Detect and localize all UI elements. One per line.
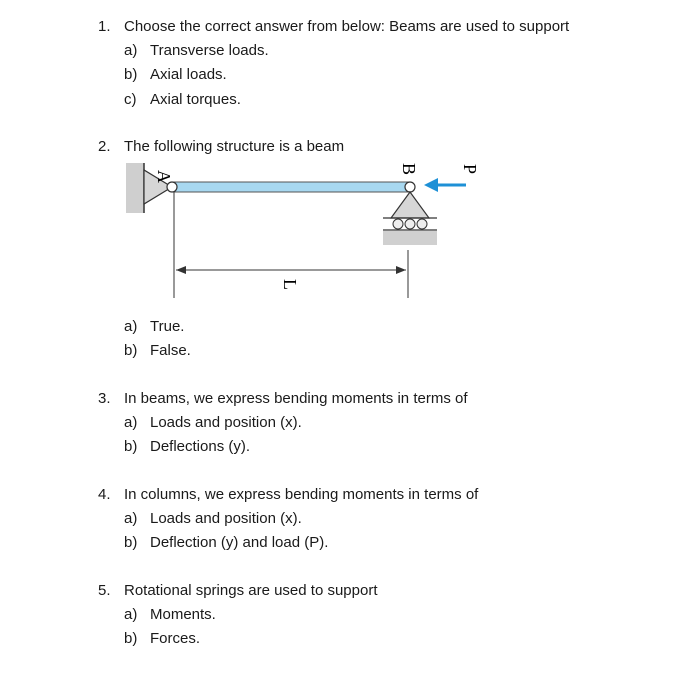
option-text: Deflection (y) and load (P). [150, 534, 329, 551]
option-text: Forces. [150, 630, 201, 647]
question-text: The following structure is a beam [124, 138, 345, 155]
option [124, 438, 250, 456]
question-text: In beams, we express bending moments in terms of [124, 390, 468, 407]
question-text: Rotational springs are used to support [124, 582, 378, 599]
option-text: Axial loads. [150, 66, 227, 83]
wall-support [126, 163, 144, 213]
option [124, 318, 184, 336]
option-label: a) [124, 318, 138, 335]
option-text: Loads and position (x). [150, 510, 302, 527]
option-label: b) [124, 630, 138, 647]
option-label: a) [124, 510, 138, 527]
beam [172, 182, 410, 192]
option-label: b) [124, 438, 138, 455]
question-text: In columns, we express bending moments in terms of [124, 486, 479, 503]
question-text: Choose the correct answer from below: Beams are used to support [124, 18, 570, 35]
option-text: Transverse loads. [150, 42, 269, 59]
option [124, 414, 302, 432]
option [124, 342, 191, 360]
question-number: 5. [98, 582, 111, 599]
label-a: A [154, 170, 174, 183]
option-text: Loads and position (x). [150, 414, 302, 431]
option-label: c) [124, 91, 137, 108]
option-text: True. [150, 318, 185, 335]
pin-b [405, 182, 415, 192]
option [124, 606, 216, 624]
question-number: 1. [98, 18, 111, 35]
option-label: a) [124, 42, 138, 59]
option-label: a) [124, 606, 138, 623]
option-label: a) [124, 414, 138, 431]
dimension-arrow-left [176, 266, 186, 274]
question-number: 3. [98, 390, 111, 407]
label-p: P [460, 164, 480, 175]
option-label: b) [124, 342, 138, 359]
pin-a [167, 182, 177, 192]
label-b: B [399, 163, 419, 176]
option [124, 510, 302, 528]
option-text: Moments. [150, 606, 216, 623]
ground [383, 231, 437, 245]
roller [405, 219, 415, 229]
load-arrow-head [424, 178, 438, 192]
option-label: b) [124, 534, 138, 551]
dimension-arrow-right [396, 266, 406, 274]
option [124, 630, 200, 648]
roller [417, 219, 427, 229]
label-l: L [280, 279, 300, 290]
option-text: Deflections (y). [150, 438, 251, 455]
beam-figure [0, 0, 700, 310]
option-text: Axial torques. [150, 91, 241, 108]
option-label: b) [124, 66, 138, 83]
roller [393, 219, 403, 229]
option-text: False. [150, 342, 191, 359]
question-number: 2. [98, 138, 111, 155]
question-number: 4. [98, 486, 111, 503]
option [124, 534, 328, 552]
roller-support-b [391, 192, 429, 218]
